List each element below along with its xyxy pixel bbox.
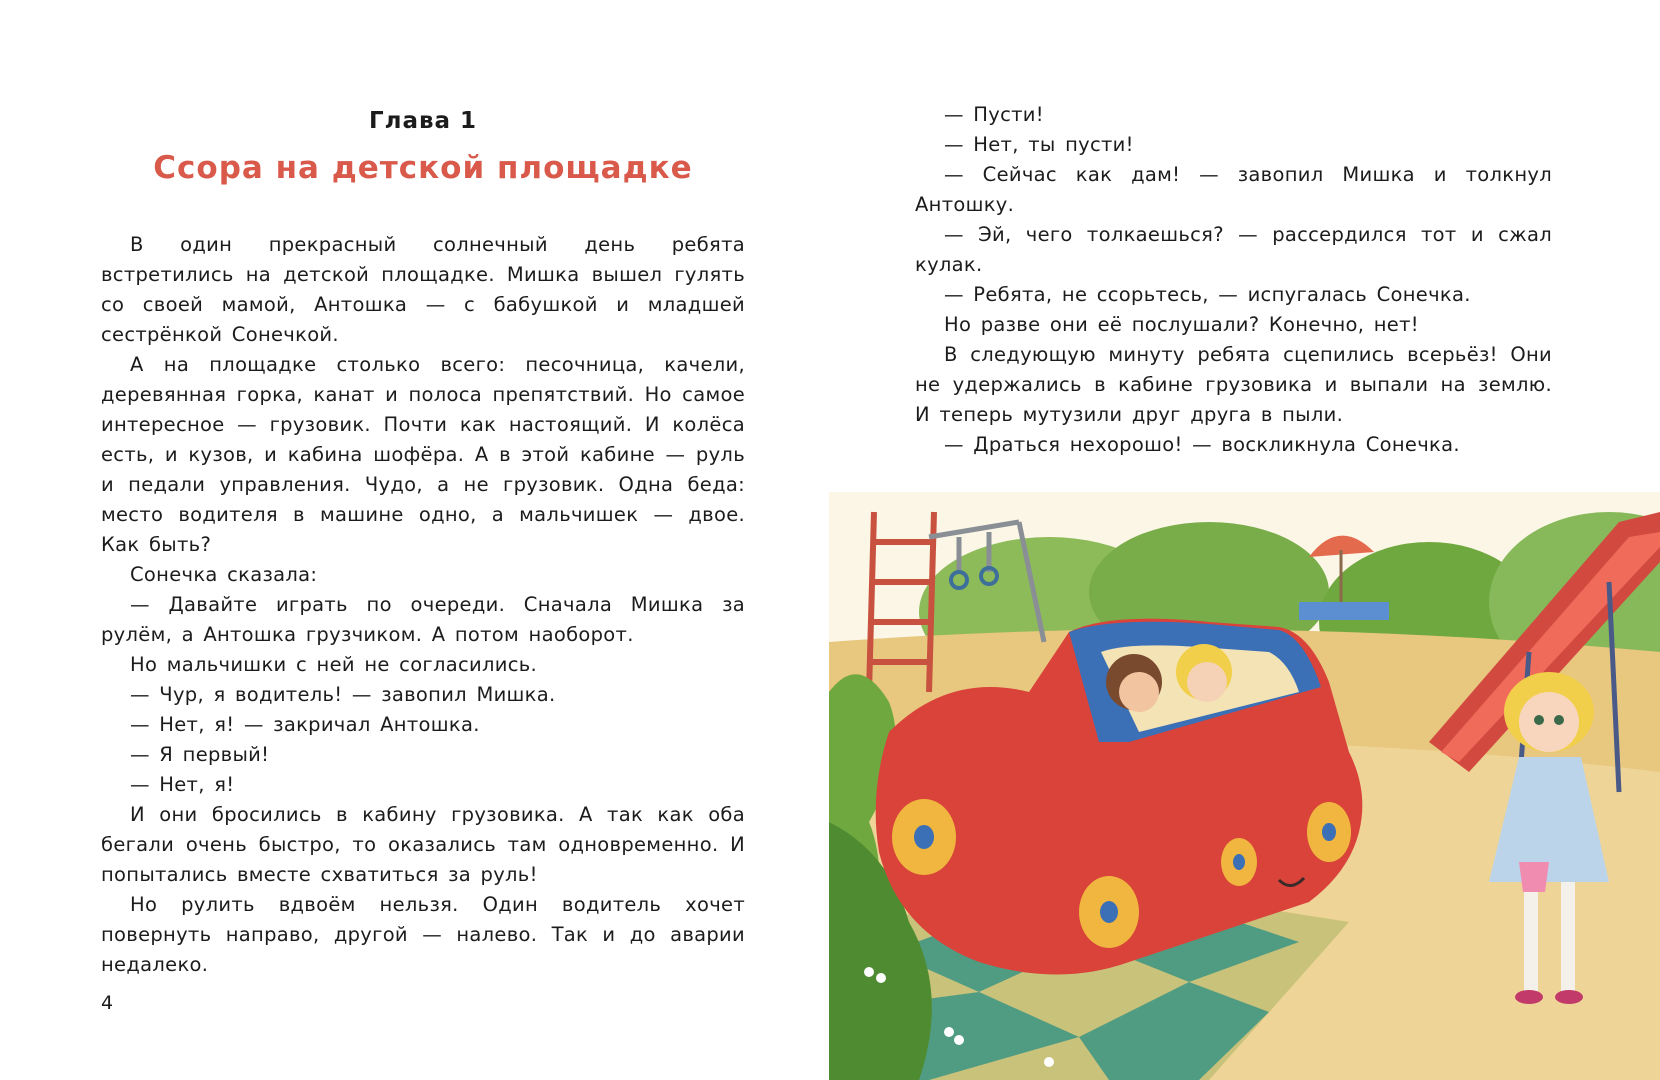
paragraph: В следующую минуту ребята сцепились всерьёз! Они не удержались в кабине грузовика и выпали на землю. И теперь мутузили друг друга в пыли. (915, 343, 1552, 426)
paragraph: Сонечка сказала: (130, 563, 318, 586)
right-page-column (915, 100, 1552, 460)
paragraph: — Пусти! (944, 103, 1044, 126)
chapter-title: Ссора на детской площадке (153, 150, 693, 186)
paragraph: — Ребята, не ссорьтесь, — испугалась Сонечка. (944, 283, 1471, 306)
paragraph: — Нет, ты пусти! (944, 133, 1134, 156)
paragraph: Но мальчишки с ней не согласились. (130, 653, 538, 676)
paragraph: Но разве они её послушали? Конечно, нет! (944, 313, 1419, 336)
chapter-label: Глава 1 (368, 108, 478, 134)
paragraph: — Я первый! (130, 743, 270, 766)
paragraph: — Драться нехорошо! — воскликнула Сонечка. (944, 433, 1460, 456)
paragraph: — Нет, я! (130, 773, 235, 796)
paragraph: — Нет, я! — закричал Антошка. (130, 713, 480, 736)
left-page-column (101, 100, 745, 980)
page-number: 4 (101, 992, 114, 1014)
paragraph: Но рулить вдвоём нельзя. Один водитель хочет повернуть направо, другой — налево. Так и до аварии недалеко. (101, 893, 745, 976)
paragraph: И они бросились в кабину грузовика. А так как оба бегали очень быстро, то оказались там одновременно. И попытались вместе схватиться за руль! (101, 803, 745, 886)
left-text-block (101, 230, 745, 980)
paragraph: — Чур, я водитель! — завопил Мишка. (130, 683, 556, 706)
paragraph: — Сейчас как дам! — завопил Мишка и толкнул Антошку. (915, 163, 1552, 216)
playground-illustration-icon (829, 492, 1660, 1080)
paragraph: В один прекрасный солнечный день ребята встретились на детской площадке. Мишка вышел гулять со своей мамой, Антошка — с бабушкой и младшей сестрёнкой Сонечкой. (101, 233, 745, 346)
paragraph: — Эй, чего толкаешься? — рассердился тот и сжал кулак. (915, 223, 1552, 276)
paragraph: А на площадке столько всего: песочница, качели, деревянная горка, канат и полоса препятствий. Но самое интересное — грузовик. Почти как настоящий. И колёса есть, и кузов, и кабина шофёра. А в этой кабине — руль и педали управления. Чудо, а не грузовик. Одна беда: место водителя в машине одно, а мальчишек — двое. Как быть? (101, 353, 745, 556)
right-text-block (915, 100, 1552, 460)
paragraph: — Давайте играть по очереди. Сначала Мишка за рулём, а Антошка грузчиком. А потом наоборот. (101, 593, 745, 646)
